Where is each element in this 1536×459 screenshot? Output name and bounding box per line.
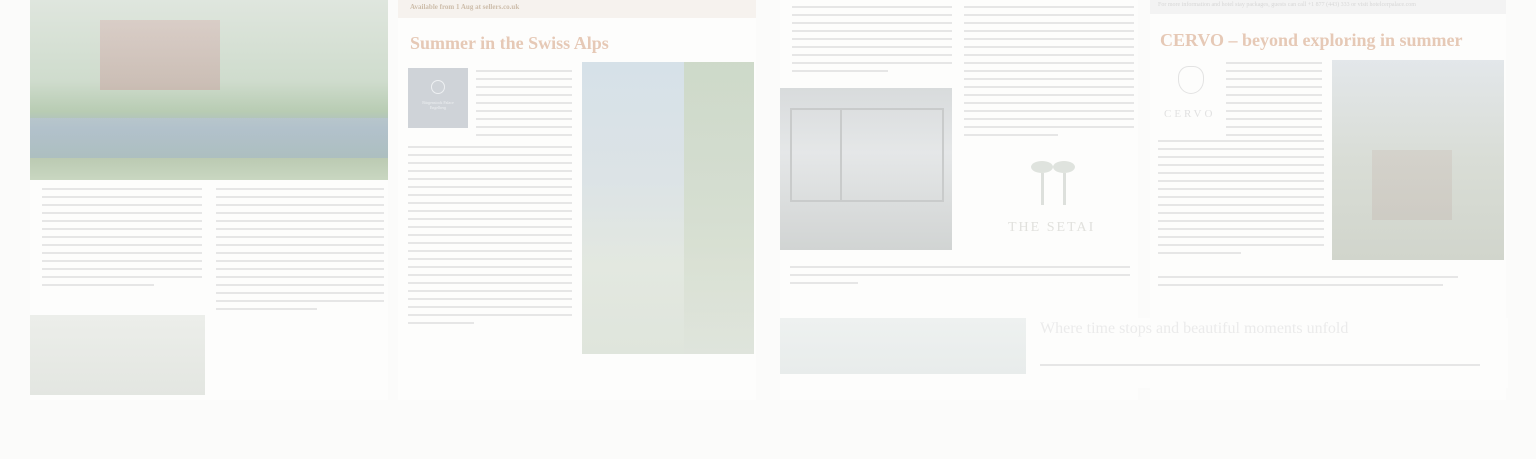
article-page-lake-estate — [30, 0, 388, 400]
hotel-logo — [408, 68, 468, 128]
tree-foliage — [684, 62, 754, 354]
promo-banner — [780, 318, 1508, 388]
lake-water — [30, 118, 388, 158]
window-frames — [790, 108, 944, 202]
chalet — [1372, 150, 1452, 220]
intro-text — [476, 70, 572, 142]
alps-hotel-photo — [582, 62, 754, 354]
cervo-chalet-photo — [1332, 60, 1504, 260]
banner-photo — [780, 318, 1026, 374]
footer-note-text — [1158, 276, 1458, 292]
secondary-photo — [30, 315, 205, 395]
body-text-column-2 — [964, 6, 1134, 142]
social-footer-text — [790, 266, 1130, 290]
cervo-logo — [1160, 60, 1220, 130]
body-text-column-1 — [42, 188, 202, 292]
body-text-column-2 — [216, 188, 384, 316]
ocean-view-interior-photo — [780, 88, 952, 250]
contact-info-bar — [1150, 0, 1506, 14]
brand-wordmark: THE SETAI — [1008, 220, 1096, 235]
crest-icon — [431, 80, 445, 94]
body-text — [1158, 140, 1324, 260]
article-page-swiss-alps — [398, 0, 756, 400]
cervo-wordmark: CERVO — [1164, 108, 1216, 120]
availability-note: Available from 1 Aug at sellers.co.uk — [410, 3, 520, 11]
deer-antler-icon — [1178, 66, 1204, 94]
banner-text — [1040, 364, 1480, 372]
body-text-column-1 — [792, 6, 952, 78]
article-heading: Summer in the Swiss Alps — [410, 33, 609, 53]
contact-info-text: For more information and hotel stay packages, guests can call +1 877 (443) 333 or visit hotelcerpalace.com — [1158, 2, 1416, 8]
lake-estate-photo — [30, 0, 388, 180]
body-text — [408, 146, 572, 330]
article-heading: CERVO – beyond exploring in summer — [1160, 30, 1463, 50]
palm-tree-icon — [1025, 155, 1085, 205]
availability-strip — [398, 0, 756, 18]
banner-headline: Where time stops and beautiful moments unfold — [1040, 320, 1349, 337]
hotel-logo-text: Bürgenstock Palace Engelberg — [422, 100, 454, 110]
manor-house — [100, 20, 220, 90]
intro-text — [1226, 62, 1322, 142]
